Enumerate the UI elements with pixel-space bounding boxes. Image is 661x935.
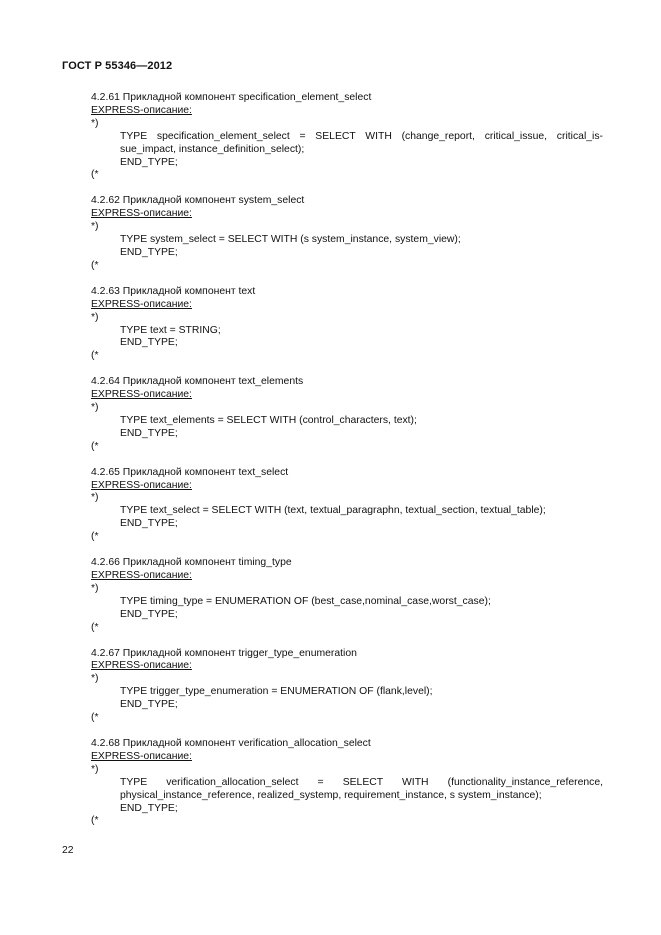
- express-label: EXPRESS-описание:: [91, 570, 192, 581]
- type-declaration: TYPE trigger_type_enumeration = ENUMERATION OF (flank,level);: [120, 686, 433, 698]
- type-declaration: TYPE verification_allocation_select = SELECT WITH (functionality_instance_reference, physical_instance_reference, realized_systemp, requirement_instance, s system_instance);: [120, 776, 603, 801]
- section-4-2-62: [91, 195, 603, 272]
- section-4-2-67: [91, 648, 603, 725]
- section-title: 4.2.64 Прикладной компонент text_elements: [91, 376, 304, 388]
- express-label: EXPRESS-описание:: [91, 660, 192, 672]
- section-4-2-66: [91, 557, 603, 634]
- end-type: END_TYPE;: [120, 608, 178, 620]
- express-label: EXPRESS-описание:: [91, 389, 192, 401]
- comment-open: *): [91, 117, 99, 129]
- section-4-2-68: [91, 738, 603, 828]
- comment-open: *): [91, 763, 99, 775]
- end-type: END_TYPE;: [120, 156, 178, 168]
- section-title: 4.2.62 Прикладной компонент system_select: [91, 195, 305, 207]
- section-4-2-64: [91, 376, 603, 453]
- section-4-2-61: [91, 92, 603, 182]
- comment-close: (*: [91, 169, 99, 181]
- comment-open: *): [91, 402, 99, 414]
- express-label: EXPRESS-описание:: [91, 750, 192, 762]
- comment-close: (*: [91, 531, 99, 543]
- page-number: 22: [62, 845, 74, 856]
- end-type: END_TYPE;: [120, 802, 178, 814]
- section-title: 4.2.63 Прикладной компонент text: [91, 285, 256, 297]
- comment-close: (*: [91, 440, 99, 452]
- end-type: END_TYPE;: [120, 427, 178, 439]
- type-declaration: TYPE system_select = SELECT WITH (s system_instance, system_view);: [120, 234, 461, 246]
- express-label: EXPRESS-описание:: [91, 208, 192, 220]
- content-body: [91, 92, 603, 841]
- end-type: END_TYPE;: [120, 246, 178, 258]
- section-4-2-65: [91, 467, 603, 544]
- end-type: END_TYPE;: [120, 337, 178, 349]
- comment-close: (*: [91, 350, 99, 362]
- comment-open: *): [91, 492, 99, 504]
- type-declaration: TYPE specification_element_select = SELECT WITH (change_report, critical_issue, critical_is-sue_impact, instance_definition_select);: [120, 130, 603, 155]
- end-type: END_TYPE;: [120, 518, 178, 530]
- comment-close: (*: [91, 621, 99, 633]
- comment-open: *): [91, 673, 99, 685]
- section-title: 4.2.61 Прикладной компонент specification_element_select: [91, 92, 372, 103]
- comment-close: (*: [91, 712, 99, 724]
- page-header-standard-number: ГОСТ Р 55346—2012: [62, 60, 173, 72]
- comment-open: *): [91, 221, 99, 233]
- type-declaration: TYPE text = STRING;: [120, 324, 221, 336]
- end-type: END_TYPE;: [120, 699, 178, 711]
- type-declaration: TYPE text_elements = SELECT WITH (control_characters, text);: [120, 414, 417, 426]
- express-label: EXPRESS-описание:: [91, 298, 192, 310]
- section-title: 4.2.67 Прикладной компонент trigger_type_enumeration: [91, 647, 357, 659]
- section-title: 4.2.68 Прикладной компонент verification_allocation_select: [91, 737, 371, 749]
- comment-close: (*: [91, 259, 99, 271]
- section-4-2-63: [91, 286, 603, 363]
- comment-open: *): [91, 311, 99, 323]
- type-declaration: TYPE text_select = SELECT WITH (text, textual_paragraphn, textual_section, textual_table);: [120, 505, 546, 517]
- section-title: 4.2.65 Прикладной компонент text_select: [91, 466, 289, 478]
- comment-close: (*: [91, 815, 99, 827]
- section-title: 4.2.66 Прикладной компонент timing_type: [91, 557, 292, 569]
- express-label: EXPRESS-описание:: [91, 104, 192, 116]
- comment-open: *): [91, 582, 99, 594]
- express-label: EXPRESS-описание:: [91, 479, 192, 491]
- type-declaration: TYPE timing_type = ENUMERATION OF (best_case,nominal_case,worst_case);: [120, 595, 491, 607]
